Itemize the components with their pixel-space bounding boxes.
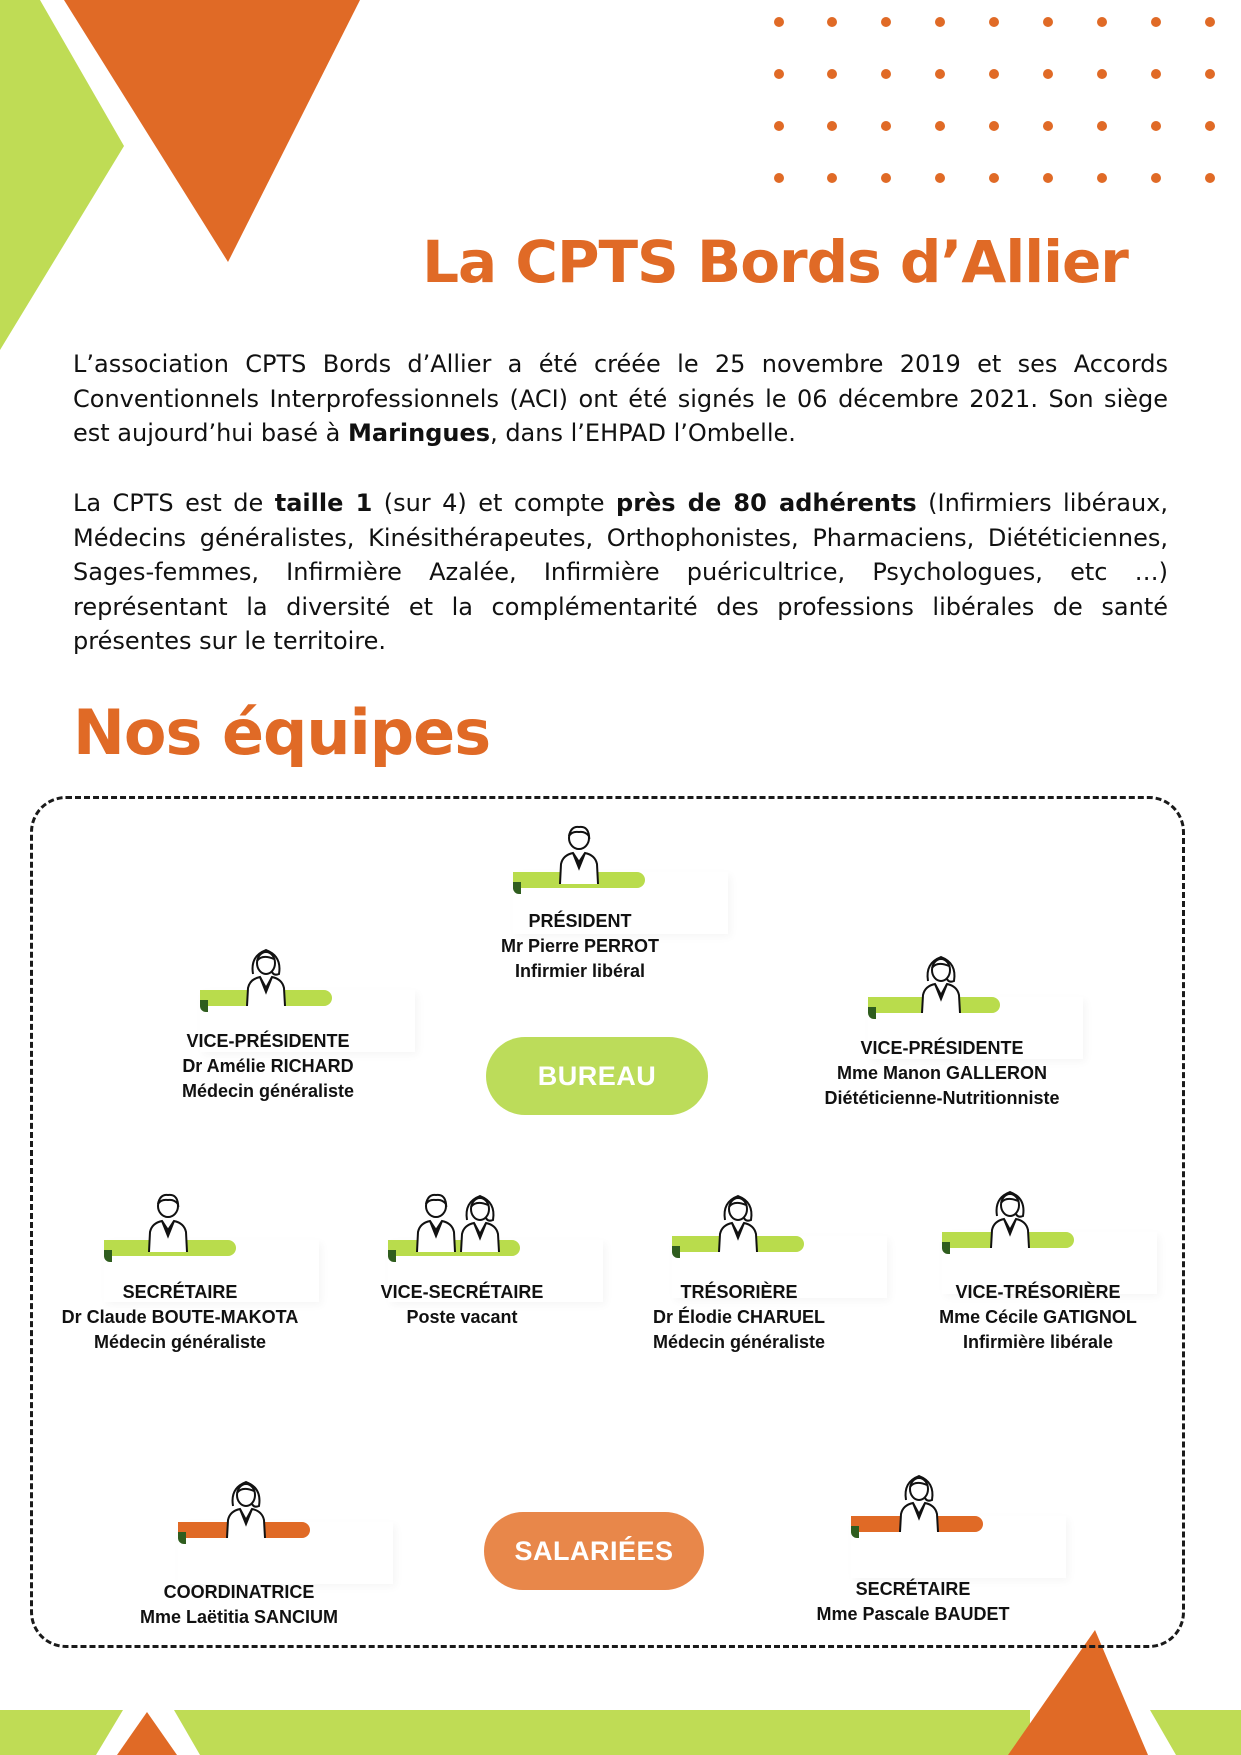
member-bar-fold: [513, 882, 521, 894]
dot: [989, 121, 999, 131]
dot: [1151, 121, 1161, 131]
member-role: TRÉSORIÈRE: [680, 1282, 798, 1302]
intro-paragraph-2: [73, 486, 1168, 659]
dot: [935, 121, 945, 131]
dot: [881, 69, 891, 79]
orange-dot-grid: [774, 17, 1215, 183]
dot: [1151, 69, 1161, 79]
intro-bold: taille 1: [274, 489, 373, 517]
dot: [881, 173, 891, 183]
member-info: [69, 1580, 409, 1630]
dot: [827, 17, 837, 27]
intro-bold: Maringues: [348, 419, 491, 447]
member-bar-fold: [672, 1246, 680, 1258]
member-name: Mme Pascale BAUDET: [816, 1604, 1010, 1624]
member-info: [569, 1280, 909, 1355]
dot: [774, 69, 784, 79]
dot: [1205, 69, 1215, 79]
woman-icon: [224, 1478, 268, 1544]
member-role: COORDINATRICE: [163, 1582, 315, 1602]
bottom-small-orange-triangle: [117, 1712, 177, 1755]
intro-text: , dans l’EHPAD l’Ombelle.: [490, 419, 796, 447]
salariees-badge: SALARIÉES: [484, 1512, 704, 1590]
dot: [1097, 121, 1107, 131]
bottom-band-middle: [174, 1710, 1030, 1755]
intro-paragraph-1: [73, 347, 1168, 451]
intro-text: La CPTS est de: [73, 489, 275, 517]
member-info: [868, 1280, 1208, 1355]
dot: [1043, 173, 1053, 183]
member-bar-fold: [104, 1250, 112, 1262]
member-name: Poste vacant: [406, 1307, 518, 1327]
dot: [827, 121, 837, 131]
intro-bold: près de 80 adhérents: [616, 489, 917, 517]
man-icon: [146, 1192, 190, 1258]
dot: [1151, 173, 1161, 183]
member-bar-fold: [178, 1532, 186, 1544]
member-job: Diététicienne-Nutritionniste: [824, 1088, 1060, 1108]
dot: [1097, 17, 1107, 27]
dot: [1043, 121, 1053, 131]
dot: [935, 69, 945, 79]
member-role: SECRÉTAIRE: [855, 1579, 971, 1599]
bureau-badge: BUREAU: [486, 1037, 708, 1115]
bottom-band-left: [0, 1710, 123, 1755]
member-bar-fold: [388, 1250, 396, 1262]
intro-text: L’association CPTS Bords d’Allier a été créée le 25 novembre 2019 et ses Accords Conventionnels Interprofessionnels (ACI) ont été signés le 06 décembre 2021. Son siège est aujourd’hui basé à: [73, 350, 1168, 447]
woman-icon: [716, 1192, 760, 1258]
member-name: Dr Amélie RICHARD: [182, 1056, 354, 1076]
dot: [881, 17, 891, 27]
teams-heading: Nos équipes: [73, 696, 491, 769]
member-info: [410, 909, 750, 984]
page-title: La CPTS Bords d’Allier: [422, 228, 1128, 296]
man-icon: [557, 824, 601, 890]
dot: [774, 17, 784, 27]
dot: [881, 121, 891, 131]
member-info: [98, 1029, 438, 1104]
member-info: [772, 1036, 1112, 1111]
dot: [935, 17, 945, 27]
member-name: Dr Claude BOUTE-MAKOTA: [61, 1307, 299, 1327]
member-info: [743, 1577, 1083, 1627]
dot: [827, 69, 837, 79]
intro-text: (sur 4) et compte: [372, 489, 617, 517]
member-bar-fold: [851, 1526, 859, 1538]
member-role: VICE-TRÉSORIÈRE: [955, 1282, 1121, 1302]
member-name: Mme Laëtitia SANCIUM: [139, 1607, 339, 1627]
member-name: Mr Pierre PERROT: [500, 936, 660, 956]
woman-icon: [244, 946, 288, 1012]
member-job: Médecin généraliste: [93, 1332, 267, 1352]
dot: [1205, 17, 1215, 27]
bottom-band-right: [1150, 1710, 1241, 1755]
dot: [935, 173, 945, 183]
bottom-orange-triangle: [1008, 1630, 1148, 1755]
woman-icon: [897, 1472, 941, 1538]
dot: [989, 69, 999, 79]
dot: [1097, 173, 1107, 183]
member-role: PRÉSIDENT: [528, 911, 632, 931]
member-role: SECRÉTAIRE: [122, 1282, 238, 1302]
dot: [1205, 121, 1215, 131]
dot: [1151, 17, 1161, 27]
dot: [1043, 17, 1053, 27]
member-job: Infirmier libéral: [514, 961, 646, 981]
dot: [989, 17, 999, 27]
couple-icon: [414, 1192, 506, 1258]
dot: [827, 173, 837, 183]
member-job: Infirmière libérale: [962, 1332, 1114, 1352]
member-role: VICE-PRÉSIDENTE: [186, 1031, 350, 1051]
woman-icon: [919, 953, 963, 1019]
intro-text: (Infirmiers libéraux, Médecins généralistes, Kinésithérapeutes, Orthophonistes, Pharmaciens, Diététiciennes, Sages-femmes, Infirmière Azalée, Infirmière puéricultrice, Psychologues, etc …) représentant la diversité et la complémentarité des professions libérales de santé présentes sur le territoire.: [73, 489, 1168, 655]
member-role: VICE-PRÉSIDENTE: [860, 1038, 1024, 1058]
dot: [1097, 69, 1107, 79]
dot: [1205, 173, 1215, 183]
member-name: Mme Cécile GATIGNOL: [939, 1307, 1137, 1327]
member-bar-fold: [868, 1007, 876, 1019]
dot: [989, 173, 999, 183]
member-name: Mme Manon GALLERON: [837, 1063, 1047, 1083]
dot: [1043, 69, 1053, 79]
member-role: VICE-SECRÉTAIRE: [380, 1282, 544, 1302]
member-job: Médecin généraliste: [181, 1081, 355, 1101]
dot: [774, 121, 784, 131]
member-job: Médecin généraliste: [652, 1332, 826, 1352]
member-bar-fold: [200, 1000, 208, 1012]
member-name: Dr Élodie CHARUEL: [652, 1307, 825, 1327]
dot: [774, 173, 784, 183]
member-bar-fold: [942, 1242, 950, 1254]
woman-icon: [988, 1188, 1032, 1254]
